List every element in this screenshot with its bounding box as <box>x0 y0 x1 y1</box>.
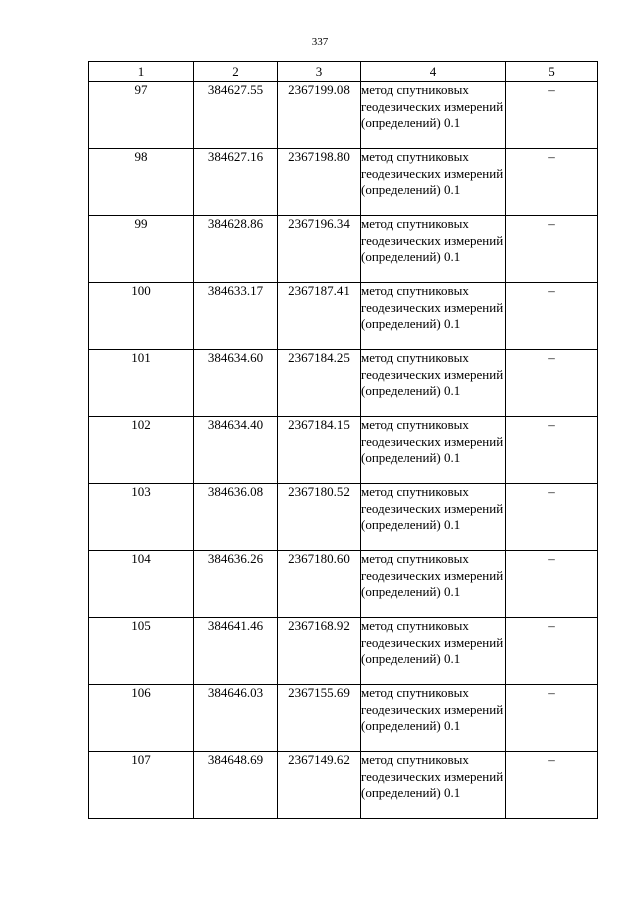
table-header-row <box>89 62 598 82</box>
method-cell: метод спутниковых геодезических измерений (определений) 0.1 <box>361 417 506 484</box>
column-header-1: 1 <box>89 62 194 82</box>
table-row <box>89 216 598 283</box>
table-row <box>89 82 598 149</box>
point-number-cell: 103 <box>89 484 194 551</box>
table-row <box>89 350 598 417</box>
point-number-cell: 97 <box>89 82 194 149</box>
column-header-4: 4 <box>361 62 506 82</box>
note-cell: – <box>506 283 598 350</box>
y-coordinate-cell: 2367168.92 <box>278 618 361 685</box>
x-coordinate-cell: 384641.46 <box>194 618 278 685</box>
y-coordinate-cell: 2367180.52 <box>278 484 361 551</box>
table-row <box>89 685 598 752</box>
note-cell: – <box>506 82 598 149</box>
x-coordinate-cell: 384627.55 <box>194 82 278 149</box>
x-coordinate-cell: 384634.60 <box>194 350 278 417</box>
x-coordinate-cell: 384636.26 <box>194 551 278 618</box>
method-cell: метод спутниковых геодезических измерений (определений) 0.1 <box>361 149 506 216</box>
note-cell: – <box>506 752 598 819</box>
method-cell: метод спутниковых геодезических измерений (определений) 0.1 <box>361 82 506 149</box>
table-row <box>89 752 598 819</box>
table-row <box>89 417 598 484</box>
point-number-cell: 102 <box>89 417 194 484</box>
point-number-cell: 101 <box>89 350 194 417</box>
note-cell: – <box>506 417 598 484</box>
point-number-cell: 105 <box>89 618 194 685</box>
point-number-cell: 107 <box>89 752 194 819</box>
note-cell: – <box>506 618 598 685</box>
x-coordinate-cell: 384648.69 <box>194 752 278 819</box>
method-cell: метод спутниковых геодезических измерений (определений) 0.1 <box>361 551 506 618</box>
x-coordinate-cell: 384636.08 <box>194 484 278 551</box>
point-number-cell: 106 <box>89 685 194 752</box>
coordinates-table <box>88 61 598 819</box>
point-number-cell: 104 <box>89 551 194 618</box>
y-coordinate-cell: 2367196.34 <box>278 216 361 283</box>
note-cell: – <box>506 149 598 216</box>
method-cell: метод спутниковых геодезических измерений (определений) 0.1 <box>361 752 506 819</box>
column-header-2: 2 <box>194 62 278 82</box>
table-row <box>89 618 598 685</box>
column-header-5: 5 <box>506 62 598 82</box>
y-coordinate-cell: 2367184.15 <box>278 417 361 484</box>
y-coordinate-cell: 2367198.80 <box>278 149 361 216</box>
method-cell: метод спутниковых геодезических измерений (определений) 0.1 <box>361 484 506 551</box>
note-cell: – <box>506 484 598 551</box>
note-cell: – <box>506 551 598 618</box>
point-number-cell: 100 <box>89 283 194 350</box>
table-row <box>89 484 598 551</box>
y-coordinate-cell: 2367199.08 <box>278 82 361 149</box>
y-coordinate-cell: 2367180.60 <box>278 551 361 618</box>
point-number-cell: 99 <box>89 216 194 283</box>
method-cell: метод спутниковых геодезических измерений (определений) 0.1 <box>361 618 506 685</box>
method-cell: метод спутниковых геодезических измерений (определений) 0.1 <box>361 216 506 283</box>
x-coordinate-cell: 384633.17 <box>194 283 278 350</box>
table-row <box>89 149 598 216</box>
x-coordinate-cell: 384627.16 <box>194 149 278 216</box>
y-coordinate-cell: 2367187.41 <box>278 283 361 350</box>
note-cell: – <box>506 685 598 752</box>
column-header-3: 3 <box>278 62 361 82</box>
note-cell: – <box>506 216 598 283</box>
method-cell: метод спутниковых геодезических измерений (определений) 0.1 <box>361 283 506 350</box>
x-coordinate-cell: 384646.03 <box>194 685 278 752</box>
y-coordinate-cell: 2367155.69 <box>278 685 361 752</box>
table-row <box>89 551 598 618</box>
method-cell: метод спутниковых геодезических измерений (определений) 0.1 <box>361 685 506 752</box>
note-cell: – <box>506 350 598 417</box>
table-row <box>89 283 598 350</box>
page-number: 337 <box>311 36 329 48</box>
y-coordinate-cell: 2367184.25 <box>278 350 361 417</box>
method-cell: метод спутниковых геодезических измерений (определений) 0.1 <box>361 350 506 417</box>
x-coordinate-cell: 384634.40 <box>194 417 278 484</box>
x-coordinate-cell: 384628.86 <box>194 216 278 283</box>
y-coordinate-cell: 2367149.62 <box>278 752 361 819</box>
table-body <box>89 82 598 819</box>
point-number-cell: 98 <box>89 149 194 216</box>
